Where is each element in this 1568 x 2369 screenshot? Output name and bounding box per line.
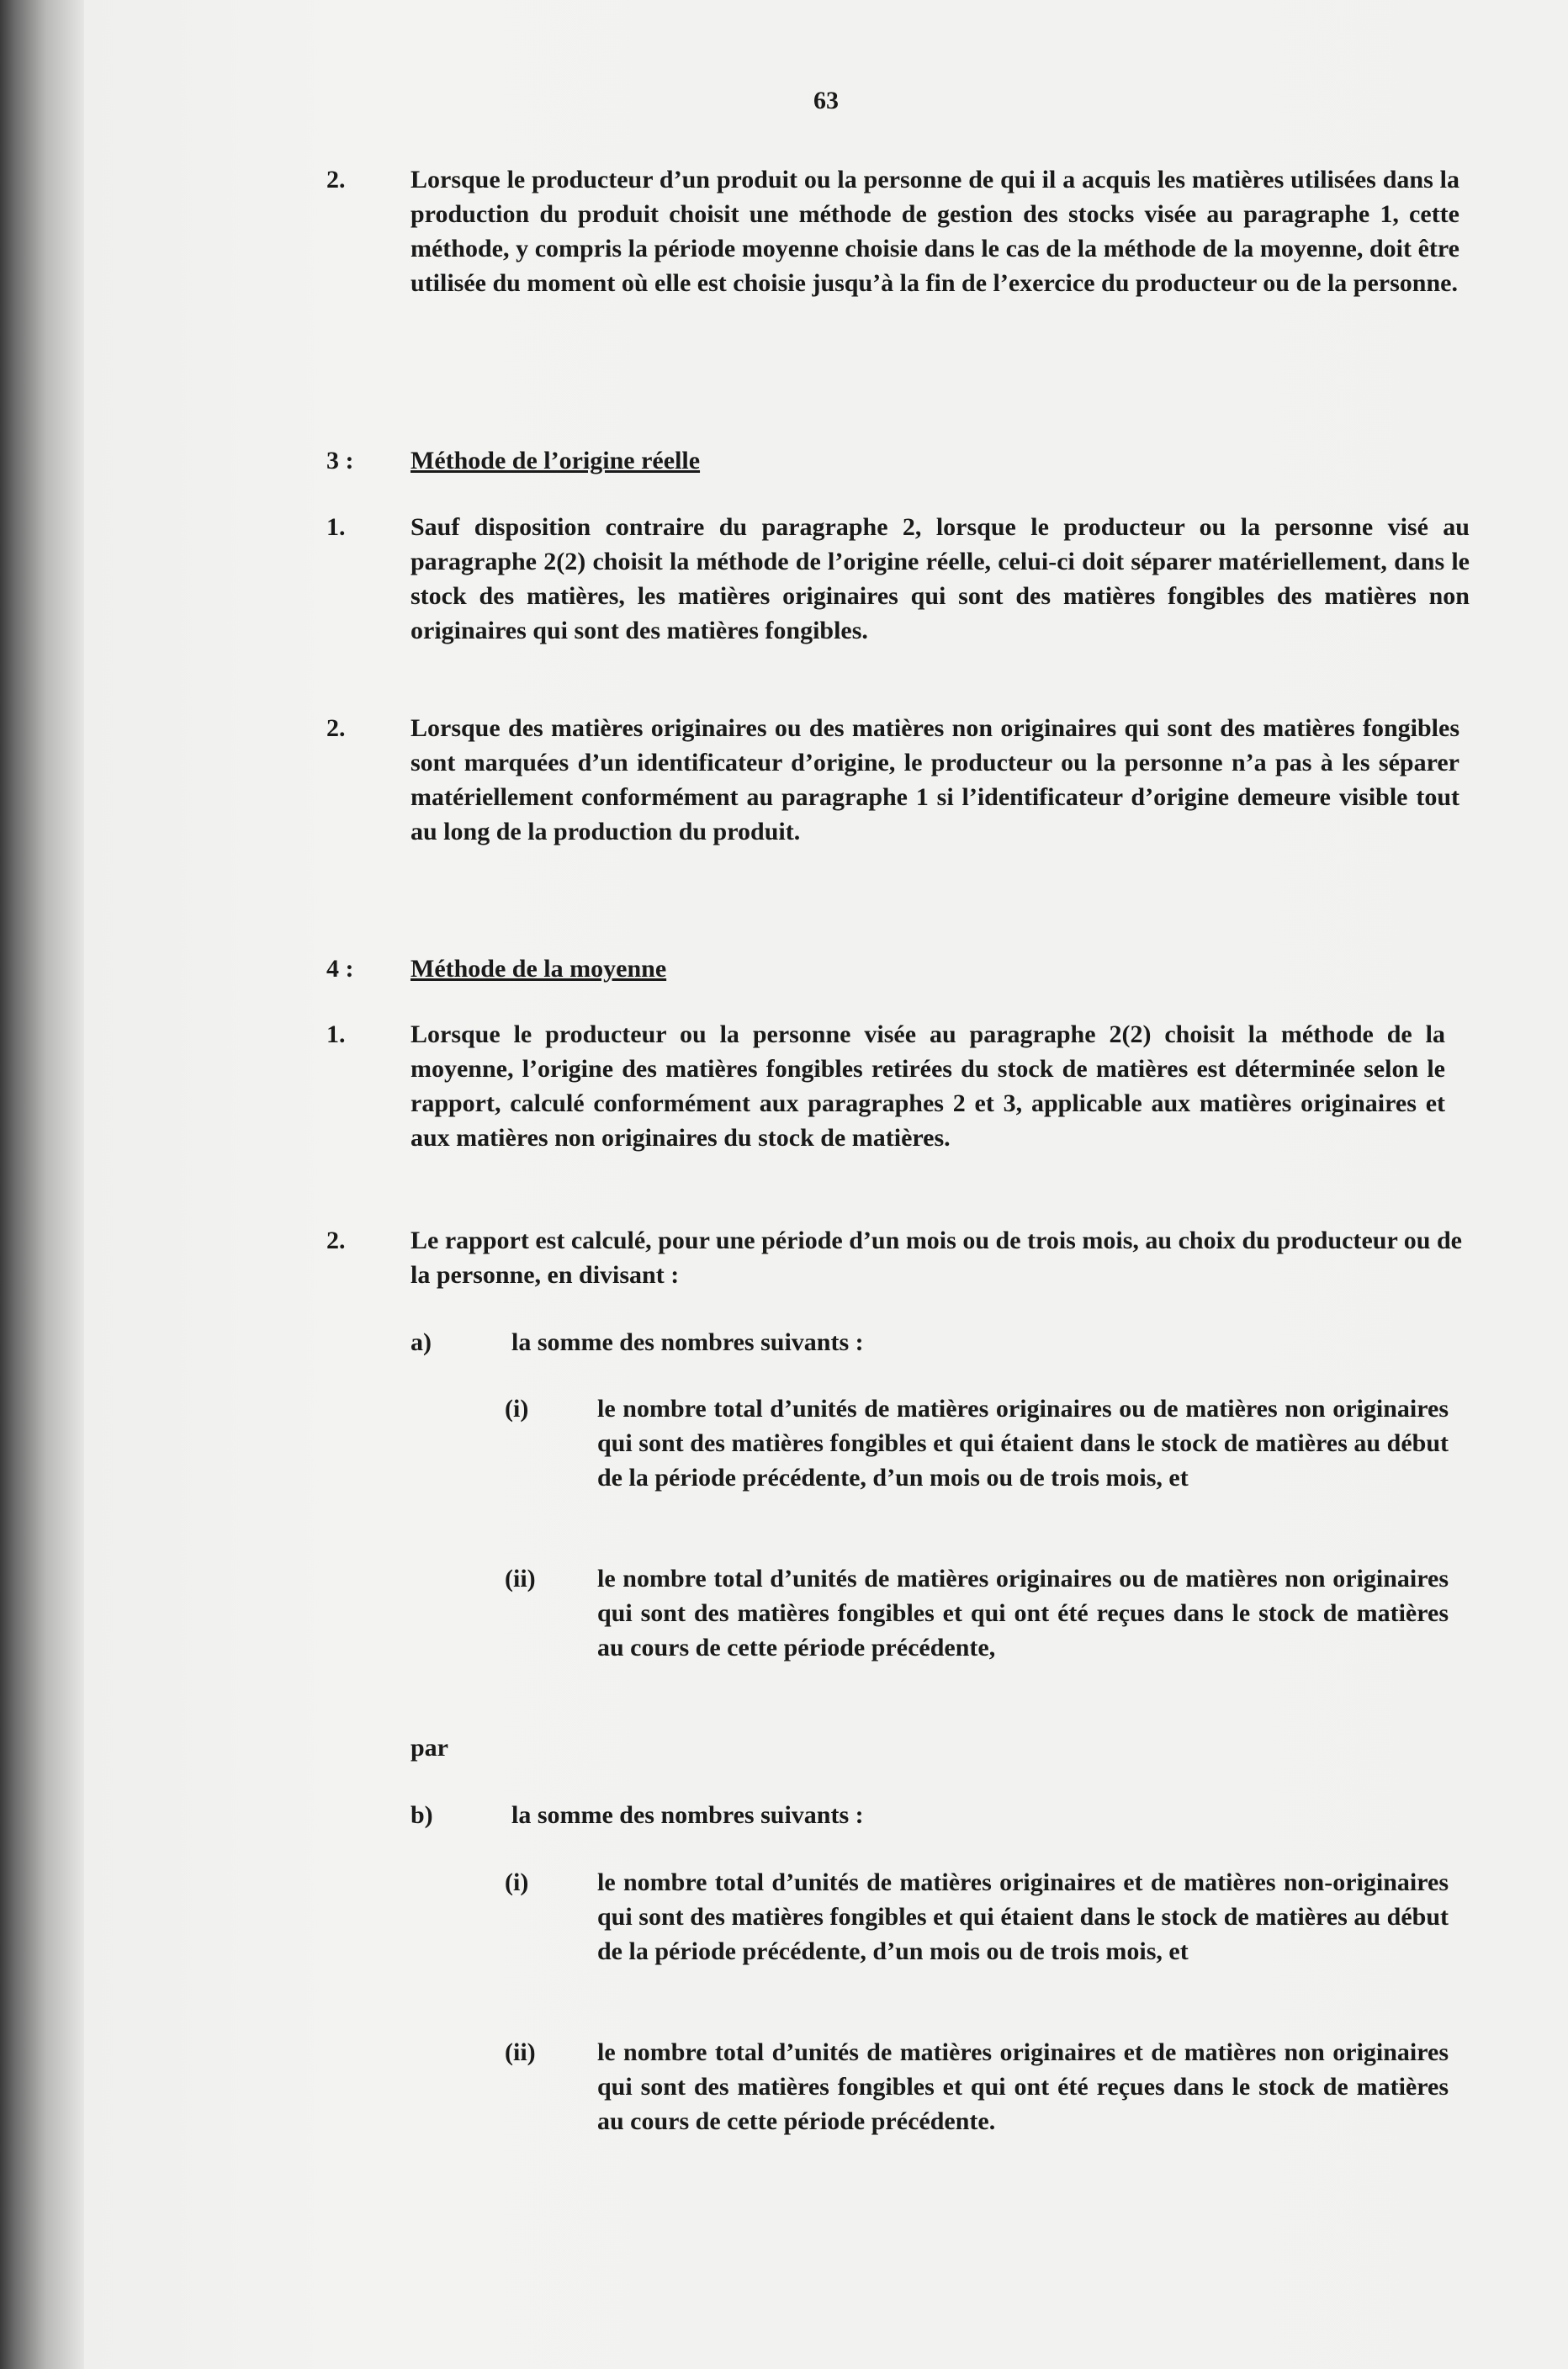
- section-title: Méthode de la moyenne: [411, 955, 667, 983]
- item-label: b): [411, 1801, 433, 1829]
- subitem-text: le nombre total d’unités de matières originaires ou de matières non originaires qui sont des matières fongibles et qui ont été reçues dans le stock de matières au cours de cette période précédente,: [597, 1565, 1449, 1661]
- paragraph-number: 1.: [326, 1020, 346, 1048]
- subitem-label: (i): [505, 1868, 529, 1896]
- paragraph-text: Sauf disposition contraire du paragraphe 2, lorsque le producteur ou la personne visé au paragraphe 2(2) choisit la méthode de l’origine réelle, celui-ci doit séparer matériellement, dans le stock des matières, les matières originaires qui sont des matières fongibles des matières non originaires qui sont des matières fongibles.: [411, 513, 1470, 644]
- subitem-label: (i): [505, 1395, 529, 1423]
- paragraph-number: 1.: [326, 513, 346, 541]
- subitem-text: le nombre total d’unités de matières originaires et de matières non-originaires qui sont des matières fongibles et qui étaient dans le stock de matières au début de la période précédente, d’un mois ou de trois mois, et: [597, 1868, 1449, 1965]
- connector-text: par: [411, 1734, 448, 1762]
- paragraph-text: Lorsque des matières originaires ou des matières non originaires qui sont des matières fongibles sont marquées d’un identificateur d’origine, le producteur ou la personne n’a pas à les séparer matériellement conformément au paragraphe 1 si l’identificateur d’origine demeure visible tout au long de la production du produit.: [411, 714, 1459, 845]
- paragraph-text: Lorsque le producteur ou la personne visée au paragraphe 2(2) choisit la méthode de la moyenne, l’origine des matières fongibles retirées du stock de matières est déterminée selon le rapport, calculé conformément aux paragraphes 2 et 3, applicable aux matières originaires et aux matières non originaires du stock de matières.: [411, 1020, 1445, 1152]
- item-text: la somme des nombres suivants :: [511, 1328, 864, 1356]
- paragraph-text: Lorsque le producteur d’un produit ou la personne de qui il a acquis les matières utilisées dans la production du produit choisit une méthode de gestion des stocks visée au paragraphe 1, cette méthode, y compris la période moyenne choisie dans le cas de la méthode de la moyenne, doit être utilisée du moment où elle est choisie jusqu’à la fin de l’exercice du producteur ou de la personne.: [411, 166, 1459, 297]
- subitem-label: (ii): [505, 1565, 536, 1593]
- book-binding-shadow: [0, 0, 84, 2369]
- document-page: [84, 0, 1568, 2369]
- paragraph-number: 2.: [326, 166, 346, 193]
- paragraph-number: 2.: [326, 1227, 346, 1254]
- page-number: 63: [813, 87, 839, 114]
- section-title: Méthode de l’origine réelle: [411, 447, 701, 474]
- section-number: 3 :: [326, 447, 354, 474]
- subitem-text: le nombre total d’unités de matières originaires et de matières non originaires qui sont des matières fongibles et qui ont été reçues dans le stock de matières au cours de cette période précédente.: [597, 2038, 1449, 2135]
- item-label: a): [411, 1328, 432, 1356]
- section-number: 4 :: [326, 955, 354, 983]
- subitem-label: (ii): [505, 2038, 536, 2066]
- paragraph-number: 2.: [326, 714, 346, 742]
- subitem-text: le nombre total d’unités de matières originaires ou de matières non originaires qui sont des matières fongibles et qui étaient dans le stock de matières au début de la période précédente, d’un mois ou de trois mois, et: [597, 1395, 1449, 1492]
- paragraph-text: Le rapport est calculé, pour une période d’un mois ou de trois mois, au choix du producteur ou de la personne, en divisant :: [411, 1227, 1462, 1289]
- item-text: la somme des nombres suivants :: [511, 1801, 864, 1829]
